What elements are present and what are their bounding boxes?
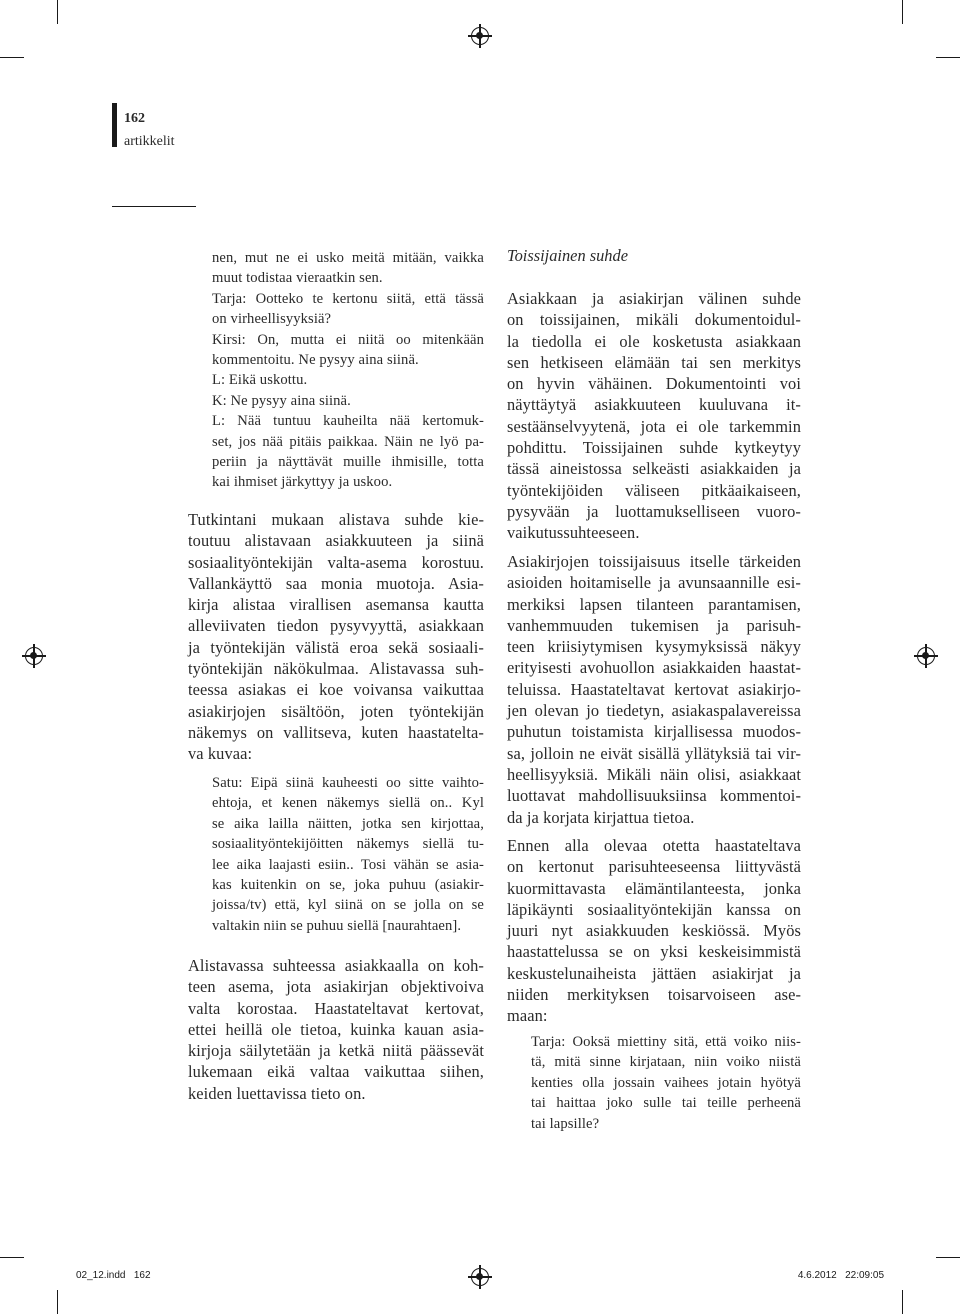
body-paragraph <box>188 509 484 765</box>
text-line: toutuu alistavaan asiakkuuteen ja siinä <box>188 531 484 551</box>
quote-line: tai lapsille? <box>531 1115 600 1132</box>
text-line: vanhemmuuden tukemisen ja parisuh- <box>507 615 801 635</box>
section-label: artikkelit <box>124 134 175 149</box>
crop-mark <box>57 0 58 24</box>
text-line: Asiakirjojen toissijaisuus itselle tärkeiden <box>507 552 801 571</box>
registration-mark-icon <box>471 27 489 45</box>
file-slug: 02_12.indd 162 <box>76 1270 151 1281</box>
body-paragraph <box>507 288 801 544</box>
quote-line: Tarja: Ooksä miettiny sitä, että voiko niis- <box>531 1034 801 1050</box>
text-line: luottavat mahdollisuuksiinsa kommentoi- <box>507 786 801 806</box>
text-line: on toissijainen, mikäli dokumentoidul- <box>507 310 801 330</box>
text-line: sestäänselvyytenä, jota ei ole tarkemmin <box>507 416 801 436</box>
timestamp-slug: 4.6.2012 22:09:05 <box>797 1270 884 1281</box>
quote-line: K: Ne pysyy aina siinä. <box>212 392 351 409</box>
text-line: Vallankäyttö saa monia muotoja. Asia- <box>188 573 484 593</box>
crop-mark <box>936 1257 960 1258</box>
text-line: heellisyyksiä. Mikäli näin olisi, asiakkaat <box>507 764 801 784</box>
text-line: la tiedolla ei ole kosketusta asiakkaan <box>507 331 801 351</box>
text-line: pysyvään ja luottamukselliseen vuoro- <box>507 501 801 521</box>
body-paragraph <box>507 551 801 828</box>
quote-line: periin ja näyttävät muille ihmisille, totta <box>212 454 484 471</box>
text-line: teen asema, jota asiakirjan objektivoiva <box>188 977 484 997</box>
header-divider <box>112 206 196 207</box>
quote-line: L: Eikä uskottu. <box>212 372 308 389</box>
body-paragraph <box>188 955 484 1104</box>
quote-line: Tarja: Ootteko te kertonu siitä, että tässä <box>212 290 484 307</box>
quote-line: kenties olla jossain vaihees jotain hyötyä <box>531 1074 801 1091</box>
interview-quote-2 <box>212 773 484 936</box>
quote-line: kai ihmiset järkyttyy ja uskoo. <box>212 474 393 491</box>
text-line: maan: <box>507 1006 548 1026</box>
quote-line: sosiaalityöntekijöitten näkemys siellä tu- <box>212 836 484 853</box>
text-line: työntekijän näkökulmaa. Alistavassa suh- <box>188 659 484 679</box>
text-line: asioiden hoitamiselle ja avunsaannille esi- <box>507 573 801 593</box>
header-rule <box>112 103 117 147</box>
text-line: työntekijöiden väliseen pitkäaikaiseen, <box>507 480 801 500</box>
quote-line: on virheellisyyksiä? <box>212 311 332 328</box>
text-line: tässä aineistossa selkeästi asiakkaiden ja <box>507 459 801 479</box>
crop-mark <box>0 1257 24 1258</box>
quote-line: tä, mitä sinne kirjataan, niin voiko niistä <box>531 1054 801 1071</box>
quote-line: nen, mut ne ei usko meitä mitään, vaikka <box>212 250 484 266</box>
text-line: merkiksi lapsen tilanteen parantamisen, <box>507 594 801 614</box>
crop-mark <box>936 57 960 58</box>
text-line: Ennen alla olevaa otetta haastateltava <box>507 836 801 855</box>
text-line: vaikutussuhteeseen. <box>507 523 640 543</box>
text-line: on kertonut parisuhteeseensa liittyvästä <box>507 857 801 877</box>
text-line: keiden luettavissa tieto on. <box>188 1083 366 1103</box>
text-line: da ja korjata kirjattua tietoa. <box>507 807 695 827</box>
text-line: kirjoja säilytetään ja ketkä niitä päässevät <box>188 1041 484 1061</box>
text-line: puhutun toistamista kirjallisessa muodos- <box>507 722 801 742</box>
text-line: valta korostaa. Haastateltavat kertovat, <box>188 998 484 1018</box>
quote-line: se aika lailla näitten, jotka sen kirjottaa, <box>212 815 484 832</box>
section-heading: Toissijainen suhde <box>507 246 628 265</box>
quote-line: Kirsi: On, mutta ei niitä oo mitenkään <box>212 331 484 348</box>
crop-mark <box>902 1290 903 1314</box>
quote-line: L: Nää tuntuu kauheilta nää kertomuk- <box>212 413 484 430</box>
registration-mark-icon <box>917 647 935 665</box>
crop-mark <box>902 0 903 24</box>
text-line: pohdittu. Toissijainen suhde kytkeytyy <box>507 438 801 458</box>
registration-mark-icon <box>471 1268 489 1286</box>
text-line: on hyvin vähäinen. Dokumentointi voi <box>507 374 801 394</box>
interview-quote-3 <box>531 1032 801 1134</box>
text-line: sosiaalityöntekijän valta-asema korostuu. <box>188 552 484 572</box>
text-line: jen olevan jo tiedetyn, asiakaspalavereissa <box>507 701 801 721</box>
text-line: sa, jolloin ne eivät sisällä yllätyksiä tai vir- <box>507 743 801 763</box>
text-line: sen hetkiseen elämään tai sen merkitys <box>507 352 801 372</box>
text-line: va kuvaa: <box>188 744 253 764</box>
quote-line: Satu: Eipä siinä kauheesti oo sitte vaihto- <box>212 775 484 791</box>
text-line: juuri nyt asiakkuuden keskiössä. Myös <box>507 921 801 941</box>
text-line: kirja alistaa virallisen asemansa kautta <box>188 595 484 615</box>
text-line: ja työntekijän välistä eroa sekä sosiaali- <box>188 637 484 657</box>
text-line: erityisesti avohuollon asiakkaiden haastat- <box>507 658 801 678</box>
quote-line: tai haittaa joko sulle tai teille perheenä <box>531 1095 801 1112</box>
text-line: teessa asiakas ei koe voivansa vaikuttaa <box>188 680 484 700</box>
body-paragraph <box>507 835 801 1027</box>
text-line: Alistavassa suhteessa asiakkaalla on koh- <box>188 956 484 975</box>
quote-line: set, jos nää pitäis paikkaa. Näin ne lyö pa- <box>212 433 484 450</box>
interview-quote-1 <box>212 248 484 493</box>
text-line: asiakirjojen sisältöön, joten työntekijän <box>188 701 484 721</box>
text-line: teluissa. Haastateltavat kertovat asiakirjo- <box>507 679 801 699</box>
text-line: niiden merkityksen toisarvoiseen ase- <box>507 985 801 1005</box>
text-line: näkemys on vallitseva, kuten haastatelta- <box>188 722 484 742</box>
text-line: näyttäytyä asiakkuuteen kuuluvana it- <box>507 395 801 415</box>
crop-mark <box>0 57 24 58</box>
text-line: kuormittavasta elämäntilanteesta, jonka <box>507 878 801 898</box>
quote-line: kas kuitenkin on se, joka puhuu (asiakir- <box>212 877 484 894</box>
text-line: keskustelunaiheista jättäen asiakirjat ja <box>507 963 801 983</box>
text-line: Asiakkaan ja asiakirjan välinen suhde <box>507 289 801 308</box>
quote-line: lee aika laajasti esiin.. Tosi vähän se asia- <box>212 856 484 873</box>
text-line: haastattelussa se on yksi keskeisimmistä <box>507 942 801 962</box>
text-line: Tutkintani mukaan alistava suhde kie- <box>188 510 484 529</box>
quote-line: valtakin niin se puhuu siellä [naurahtaen]. <box>212 917 462 934</box>
crop-mark <box>57 1290 58 1314</box>
quote-line: kommentoitu. Ne pysyy aina siinä. <box>212 352 419 369</box>
text-line: läpikäynti sosiaalityöntekijän kanssa on <box>507 899 801 919</box>
quote-line: joissa/tv) että, kyl siinä on se jolla on se <box>212 897 484 914</box>
quote-line: ehtoja, et kenen näkemys siellä on.. Kyl <box>212 795 484 812</box>
page-number: 162 <box>124 111 145 126</box>
text-line: alleviivaten tiedon pysyvyyttä, asiakkaan <box>188 616 484 636</box>
text-line: teen kriisiytymisen kysymyksissä näkyy <box>507 637 801 657</box>
quote-line: muut todistaa vieraatkin sen. <box>212 270 383 287</box>
registration-mark-icon <box>25 647 43 665</box>
text-line: lukemaan eikä valtaa vaikuttaa siihen, <box>188 1062 484 1082</box>
text-line: ettei heillä ole tietoa, kuinka kauan asia- <box>188 1019 484 1039</box>
